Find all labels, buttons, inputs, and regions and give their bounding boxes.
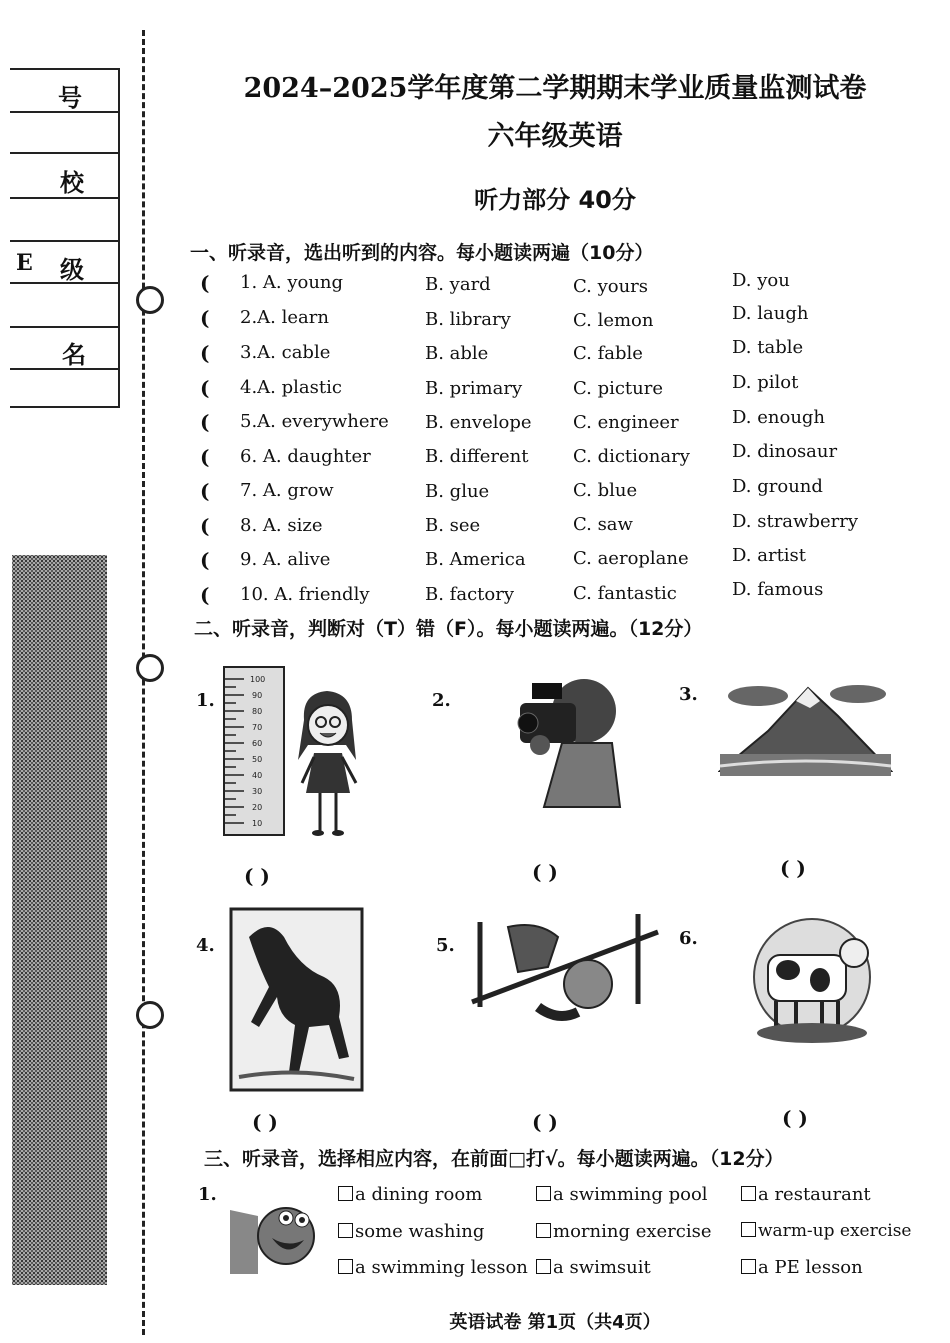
option-b: B. able (425, 343, 489, 364)
exam-number-label: 号 (58, 83, 82, 112)
option-b: B. library (425, 309, 511, 330)
page-footer: 英语试卷 第1页（共4页） (449, 1312, 661, 1333)
class-label: 级 (60, 255, 84, 284)
item-number: 4. (196, 935, 215, 956)
option-b: B. America (425, 549, 526, 570)
option-b: B. factory (425, 584, 514, 605)
binding-pattern (12, 555, 107, 1285)
svg-text:10: 10 (252, 819, 263, 828)
bird-picture (228, 1202, 318, 1281)
school-label: 校 (60, 168, 84, 197)
checkbox-option[interactable]: a PE lesson (741, 1257, 863, 1278)
option-d: D. you (732, 270, 790, 291)
binding-hole (136, 286, 164, 314)
svg-text:50: 50 (252, 755, 263, 764)
svg-text:70: 70 (252, 723, 263, 732)
option-c: C. fable (573, 343, 643, 364)
option-d: D. table (732, 337, 804, 358)
answer-paren[interactable]: ( ) (532, 1110, 558, 1134)
checkbox-option[interactable]: a swimsuit (536, 1257, 651, 1278)
option-a: 10. A. friendly (240, 584, 370, 605)
option-c: C. lemon (573, 310, 654, 331)
option-b: B. glue (425, 481, 490, 502)
binding-dashed-line (142, 30, 145, 1335)
checkbox-option[interactable]: a restaurant (741, 1184, 871, 1205)
section1-heading: 一、听录音，选出听到的内容。每小题读两遍（10分） (190, 242, 654, 264)
checkbox-option[interactable]: morning exercise (536, 1221, 711, 1242)
item-number: 1. (198, 1184, 217, 1205)
answer-paren[interactable]: ( ) (252, 1110, 278, 1134)
option-d: D. artist (732, 545, 807, 566)
section2-heading: 二、听录音，判断对（T）错（F）。每小题读两遍。（12分） (194, 618, 703, 640)
edge-char: E (16, 250, 33, 276)
info-divider (10, 152, 120, 154)
answer-paren[interactable]: ( ) (532, 860, 558, 884)
checkbox-option[interactable]: a swimming pool (536, 1184, 708, 1205)
option-a: 5.A. everywhere (240, 411, 389, 432)
option-c: C. fantastic (573, 583, 677, 604)
answer-paren[interactable]: ( ) (782, 1106, 808, 1130)
option-a: 1. A. young (240, 272, 344, 293)
option-a: 6. A. daughter (240, 446, 371, 467)
horse-picture (229, 907, 364, 1096)
option-d: D. pilot (732, 372, 799, 393)
name-label: 名 (62, 340, 86, 369)
option-c: C. dictionary (573, 446, 690, 467)
part-heading: 听力部分 40分 (474, 186, 636, 214)
option-c: C. yours (573, 276, 649, 297)
checkbox-option[interactable]: a swimming lesson (338, 1257, 528, 1278)
svg-text:80: 80 (252, 707, 263, 716)
option-c: C. blue (573, 480, 638, 501)
option-a: 8. A. size (240, 515, 323, 536)
high-jump-picture (468, 912, 663, 1046)
option-d: D. dinosaur (732, 441, 838, 462)
option-a: 4.A. plastic (240, 377, 342, 398)
option-b: B. envelope (425, 412, 532, 433)
student-info-box (10, 68, 120, 408)
option-a: 9. A. alive (240, 549, 331, 570)
option-d: D. laugh (732, 303, 809, 324)
binding-hole (136, 654, 164, 682)
svg-text:20: 20 (252, 803, 263, 812)
option-b: B. different (425, 446, 529, 467)
item-number: 1. (196, 690, 215, 711)
svg-text:100: 100 (250, 675, 266, 684)
svg-text:60: 60 (252, 739, 263, 748)
item-number: 5. (436, 935, 455, 956)
option-d: D. ground (732, 476, 823, 497)
option-c: C. engineer (573, 412, 679, 433)
item-number: 6. (679, 928, 698, 949)
answer-paren[interactable]: ( ) (244, 864, 270, 888)
option-b: B. primary (425, 378, 523, 399)
item-number: 3. (679, 684, 698, 705)
option-b: B. see (425, 515, 481, 536)
option-a: 7. A. grow (240, 480, 334, 501)
option-c: C. aeroplane (573, 548, 689, 569)
binding-hole (136, 1001, 164, 1029)
exam-title: 2024–2025学年度第二学期期末学业质量监测试卷 (243, 73, 867, 104)
svg-text:40: 40 (252, 771, 263, 780)
girl-ruler-picture (222, 665, 372, 844)
option-a: 3.A. cable (240, 342, 331, 363)
boy-camera-picture (512, 673, 622, 817)
info-divider (10, 326, 120, 328)
answer-paren[interactable]: ( ) (780, 856, 806, 880)
svg-text:30: 30 (252, 787, 263, 796)
option-d: D. strawberry (732, 511, 858, 532)
checkbox-option[interactable]: warm-up exercise (741, 1221, 912, 1241)
checkbox-option[interactable]: some washing (338, 1221, 484, 1242)
exam-subtitle: 六年级英语 (487, 121, 623, 152)
option-a: 2.A. learn (240, 307, 329, 328)
checkbox-option[interactable]: a dining room (338, 1184, 482, 1205)
info-divider (10, 240, 120, 242)
cow-picture (750, 915, 880, 1054)
item-number: 2. (432, 690, 451, 711)
mountain-picture (718, 676, 893, 785)
section3-heading: 三、听录音，选择相应内容，在前面□打√。每小题读两遍。（12分） (204, 1148, 784, 1170)
svg-text:90: 90 (252, 691, 263, 700)
option-c: C. saw (573, 514, 633, 535)
option-c: C. picture (573, 378, 664, 399)
option-d: D. famous (732, 579, 824, 600)
option-d: D. enough (732, 407, 826, 428)
option-b: B. yard (425, 274, 491, 295)
